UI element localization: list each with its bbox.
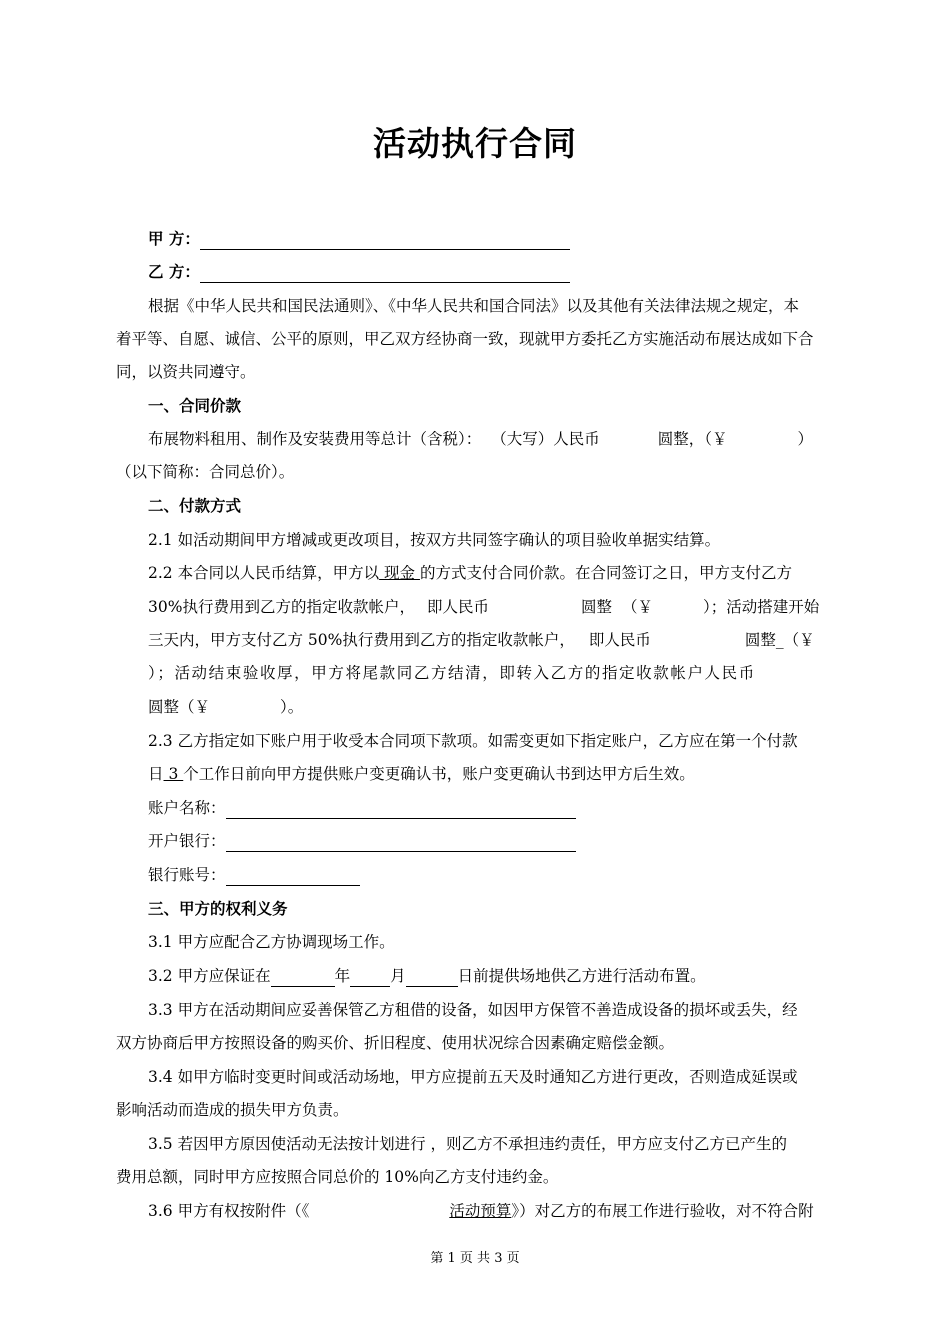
party-a-label: 甲 方： (148, 230, 200, 248)
year-blank (271, 968, 335, 987)
section-2-heading: 二、付款方式 (148, 497, 242, 515)
s3-p4-line-1: 3.4 如甲方临时变更时间或活动场地，甲方应提前五天及时通知乙方进行更改，否则造成延误或 (148, 1068, 798, 1086)
s2-p2-line-5 (148, 696, 868, 718)
s1-text-a: 布展物料租用、制作及安装费用等总计（含税）： (148, 430, 482, 448)
s3-p5-line-1: 3.5 若因甲方原因使活动无法按计划进行 ，则乙方不承担违约责任，甲方应支付乙方已产生的 (148, 1135, 788, 1153)
s3-p3-line-2: 双方协商后甲方按照设备的购买价、折旧程度、使用状况综合因素确定赔偿金额。 (116, 1034, 675, 1052)
bank-blank (226, 833, 576, 852)
s2-p3-line-2 (148, 763, 868, 785)
bank-label: 开户银行： (148, 832, 226, 850)
s2-p2-text-j: 圆整_（￥ (744, 631, 815, 649)
bank-line (148, 830, 868, 852)
s2-p2-text-g: ）；活动搭建开始 (703, 598, 820, 616)
s1-text-b: （大写）人民币 (491, 430, 600, 448)
party-b-label: 乙 方： (148, 263, 200, 281)
budget-attachment-name: 活动预算 (449, 1202, 512, 1220)
s3-p2-text-b: 日前提供场地供乙方进行活动布置。 (457, 967, 706, 985)
s2-p2-text-e: 圆整 (580, 598, 612, 616)
s1-text-d: ） (797, 430, 814, 448)
s3-p6-text-a: 3.6 甲方有权按附件（《 (148, 1202, 310, 1220)
budget-attachment (309, 1202, 511, 1220)
s2-p2-text-b: 的方式支付合同价款。在合同签订之日，甲方支付乙方 (419, 564, 792, 582)
page-footer: 第 1 页 共 3 页 (430, 1251, 520, 1266)
s2-p2-text-a: 2.2 本合同以人民币结算，甲方以 (148, 564, 380, 582)
party-b-line (148, 261, 868, 283)
intro-line-1: 根据《中华人民共和国民法通则》、《中华人民共和国合同法》以及其他有关法律法规之规定，本 (148, 297, 800, 315)
s2-p2-text-i: 即人民币 (588, 631, 651, 649)
s2-p2-line-2 (148, 596, 868, 618)
s2-p2-line-4: ）；活动结束验收厚，甲方将尾款同乙方结清，即转入乙方的指定收款帐户人民币 (148, 664, 756, 682)
section-3-heading: 三、甲方的权利义务 (148, 900, 288, 918)
s2-p2-text-d: 即人民币 (426, 598, 489, 616)
s3-p2-text-a: 3.2 甲方应保证在 (148, 967, 271, 985)
s2-p2-line-3 (148, 629, 868, 651)
s2-p3-line-1: 2.3 乙方指定如下账户用于收受本合同项下款项。如需变更如下指定账户，乙方应在第一个付款 (148, 732, 798, 750)
page-title: 活动执行合同 (373, 124, 577, 163)
s3-p1: 3.1 甲方应配合乙方协调现场工作。 (148, 933, 395, 951)
s3-p2 (148, 965, 868, 987)
s2-p1: 2.1 如活动期间甲方增减或更改项目，按双方共同签字确认的项目验收单据实结算。 (148, 531, 721, 549)
s3-p6-text-b: 》）对乙方的布展工作进行验收，对不符合附 (511, 1202, 814, 1220)
section-1-heading: 一、合同价款 (148, 397, 242, 415)
s3-p3-line-1: 3.3 甲方在活动期间应妥善保管乙方租借的设备，如因甲方保管不善造成设备的损坏或丢失，经 (148, 1001, 798, 1019)
party-a-line (148, 228, 868, 250)
s2-p2-text-f: （￥ (621, 598, 653, 616)
party-a-blank (200, 231, 570, 250)
party-b-blank (200, 264, 570, 283)
s2-p3-text-b: 日 (148, 765, 164, 783)
s3-p4-line-2: 影响活动而造成的损失甲方负责。 (116, 1101, 349, 1119)
account-no-line (148, 864, 868, 886)
workday-count: 3 (163, 765, 184, 783)
s1-text-c: 圆整，（￥ (657, 430, 728, 448)
payment-method: 现金 (379, 564, 420, 582)
s2-p2-text-m: ）。 (280, 698, 304, 716)
account-name-blank (226, 800, 576, 819)
account-name-label: 账户名称： (148, 799, 226, 817)
s2-p2-text-c: 30%执行费用到乙方的指定收款帐户， (148, 598, 415, 616)
intro-line-2: 着平等、自愿、诚信、公平的原则，甲乙双方经协商一致，现就甲方委托乙方实施活动布展达成如下合 (116, 330, 814, 348)
s1-line-2: （以下简称：合同总价）。 (116, 463, 295, 481)
year-label: 年 (334, 967, 351, 985)
s2-p2-text-h: 三天内，甲方支付乙方 50%执行费用到乙方的指定收款帐户， (148, 631, 575, 649)
month-blank (350, 968, 390, 987)
s3-p6-line-1 (148, 1200, 868, 1222)
month-label: 月 (390, 967, 406, 985)
s1-line-1 (148, 428, 868, 450)
account-no-blank (226, 867, 360, 886)
day-blank (406, 968, 458, 987)
s2-p3-text-c: 个工作日前向甲方提供账户变更确认书，账户变更确认书到达甲方后生效。 (183, 765, 695, 783)
s2-p2-line-1 (148, 562, 868, 584)
account-no-label: 银行账号： (148, 866, 226, 884)
account-name-line (148, 797, 868, 819)
intro-line-3: 同，以资共同遵守。 (116, 363, 256, 381)
s2-p2-text-l: 圆整（￥ (148, 698, 211, 716)
s3-p5-line-2: 费用总额，同时甲方应按照合同总价的 10%向乙方支付违约金。 (116, 1168, 559, 1186)
